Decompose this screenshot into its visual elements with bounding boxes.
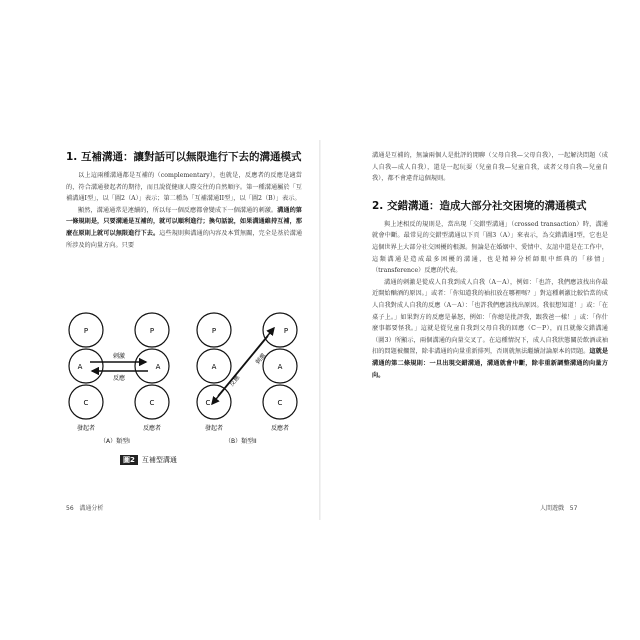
left-page — [66, 150, 302, 251]
fig-b-p-right: P — [283, 327, 289, 335]
left-paragraph-2 — [66, 205, 302, 251]
fig-b-receiver-label: 反應者 — [270, 425, 290, 432]
right-page — [372, 150, 608, 381]
fig-b-stimulus-label: 刺激 — [254, 352, 268, 366]
fig-a-p-left: P — [83, 327, 89, 335]
left-footer — [66, 503, 103, 512]
fig-a-a-left: A — [77, 363, 83, 371]
fig-a-a-right: A — [155, 363, 161, 371]
figure-b-subcaption: （B）類型II — [225, 438, 257, 445]
right-intro: 溝通是互補的，無論兩個人是批評的閒聊（父母自我—父母自我），一起解決問題（成人自我—成人自我），還是一起玩耍（兒童自我—兒童自我，或者父母自我—兒童自我），都不會違背這個規則。 — [372, 152, 608, 183]
right-running-title: 人間遊戲 — [540, 505, 565, 512]
right-page-number: 57 — [569, 505, 578, 512]
fig-b-a-right: A — [277, 363, 283, 371]
right-section-heading: 2. 交錯溝通：造成大部分社交困境的溝通模式 — [372, 199, 587, 212]
fig-a-p-right: P — [149, 327, 155, 335]
figure-caption-tag: 圖2 — [120, 455, 138, 465]
fig-b-response-label: 反應 — [228, 374, 242, 388]
fig-a-receiver-label: 反應者 — [142, 425, 162, 432]
fig-a-response-label: 反應 — [112, 375, 126, 382]
right-paragraph-1: 與上述相反的規則是，當出現「交錯型溝通」（crossed transaction）時，溝通就會中斷。最常見的交錯型溝通以下頁「圖3（A）」來表示，為交錯溝通I型，它也是這個世界上大部分社交困擾的根源。無論是在婚姻中、愛情中、友誼中還是在工作中，這類溝通是造成最多困擾的溝通，也是精神分析師眼中經典的「移情」（transference）反應的代表。 — [372, 220, 608, 275]
book-spine — [319, 140, 321, 520]
right-paragraph-2-text: 溝通的刺激是從成人自我到成人自我（A－A），例如：「也許，我們應該找出你最近開始酗酒的原因。」或者：「你知道我的袖扣放在哪裡嗎？」對這種刺激比較恰當的成人自我對成人自我的反應（A－A）：「也許我們應該找出原因。我很想知道！」或：「在桌子上。」如果對方的反應是暴怒，例如：「你總是批評我，跟我爸一樣！」或：「你什麼事都要怪我。」這就是從兒童自我到父母自我的回應（C－P），而且就像交錯溝通（圖3）所顯示，兩個溝通的向量交叉了。在這種情況下，成人自我狀態關於飲酒或袖扣的問題被擱置，除非溝通的向量重新排列，否則就無法繼續討論原本的問題。 — [372, 278, 608, 356]
fig-a-c-left: C — [83, 399, 89, 407]
left-running-title: 溝通分析 — [79, 505, 104, 512]
left-page-number: 56 — [66, 505, 74, 512]
left-paragraph-2-bold: 溝通的第一條規則是，只要溝通是互補的，就可以順利進行；換句話說，如果溝通維持互補，那麼在原則上就可以無限進行下去。 — [66, 206, 302, 237]
fig-a-c-right: C — [149, 399, 155, 407]
left-section-heading: 1. 互補溝通：讓對話可以無限進行下去的溝通模式 — [66, 151, 302, 163]
right-paragraph-2 — [372, 277, 608, 381]
fig-a-sender-label: 發起者 — [76, 425, 96, 432]
left-paragraph-1: 以上這兩種溝通都是互補的（complementary），也就是，反應者的反應是適當的，符合溝通發起者的期待，而且說從健康人際交往的自然順序。第一種溝通屬於「互補溝通I型」，以「圖2（A）」表示；第二種為「互補溝通II型」，以「圖2（B）」表示。 — [66, 172, 302, 203]
fig-a-stimulus-label: 刺激 — [112, 353, 126, 360]
right-footer — [540, 503, 577, 512]
figure-caption-text: 互補型溝通 — [141, 456, 177, 464]
right-paragraph-2-bold: 這就是溝通的第二條規則：一旦出現交錯溝通，溝通就會中斷，除非重新調整溝通的向量方向。 — [372, 348, 609, 379]
fig-b-c-right: C — [277, 399, 283, 407]
figure-caption — [120, 455, 177, 465]
left-paragraph-2-tail: 這些規則與溝通的內容及本質無關，完全是基於溝通所涉及的向量方向。只要 — [66, 229, 303, 249]
fig-b-p-left: P — [211, 327, 217, 335]
fig-b-a-left: A — [211, 363, 217, 371]
complementary-transaction-diagram — [66, 308, 302, 438]
figure-a-subcaption: （A）類型I — [100, 438, 130, 445]
left-paragraph-2-plain: 顯然，溝通通常是連續的，所以每一個反應都會變成下一個溝通的刺激。 — [78, 206, 278, 214]
fig-b-sender-label: 發起者 — [204, 425, 224, 432]
fig-b-c-left: C — [205, 399, 211, 407]
